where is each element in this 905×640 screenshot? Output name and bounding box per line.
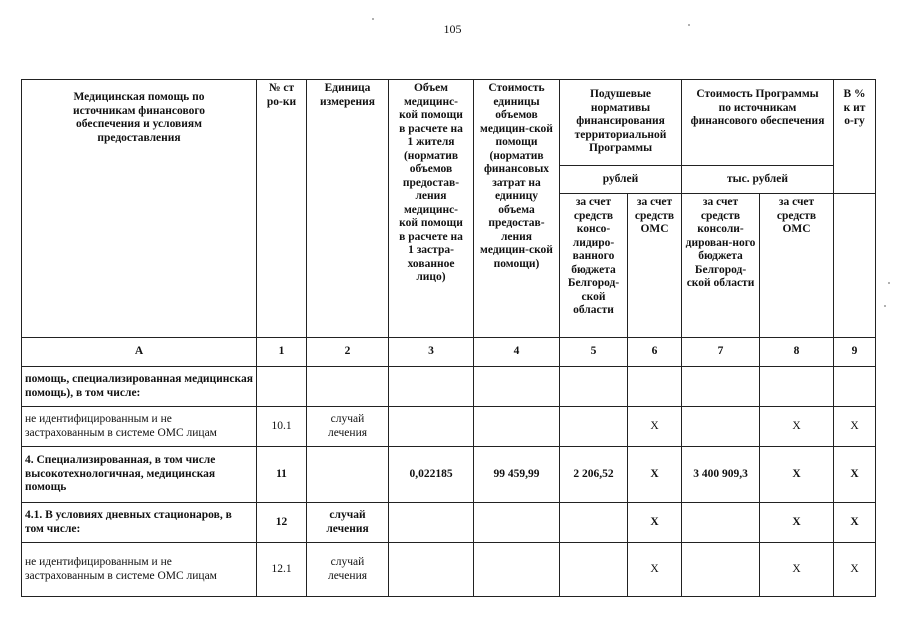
row-volume [389, 367, 474, 407]
row-percap-oms: X [628, 407, 682, 447]
row-unit: случай лечения [307, 543, 389, 597]
header-prog-oms [760, 194, 834, 338]
row-percap-budget [560, 407, 628, 447]
header-per-capita-group-text: Подушевые нормативы финансирования территориальной Программы [574, 88, 667, 154]
row-percent: X [834, 407, 876, 447]
row-name: 4. Специализированная, в том числе высокотехнологичная, медицинская помощь [22, 447, 257, 503]
colnum-4: 4 [474, 338, 560, 367]
row-percent [834, 367, 876, 407]
header-percap-oms [628, 194, 682, 338]
row-line: 10.1 [257, 407, 307, 447]
header-percap-budget [560, 194, 628, 338]
header-volume [389, 80, 474, 338]
header-unit-thousand [682, 166, 834, 194]
header-unit-cost-text: Стоимость единицы объемов медицин-ской помощи (норматив финансовых затрат на единицу объема предостав-ления медицин-ской помощи) [480, 82, 553, 270]
row-volume [389, 407, 474, 447]
header-unit-text: Единица измерения [320, 82, 375, 108]
colnum-5: 5 [560, 338, 628, 367]
table-row [22, 503, 876, 543]
header-program-cost-group-text: Стоимость Программы по источникам финансового обеспечения [690, 88, 825, 127]
row-prog-budget [682, 407, 760, 447]
row-percap-budget [560, 543, 628, 597]
row-percap-oms: X [628, 543, 682, 597]
row-unit-cost [474, 543, 560, 597]
row-unit-cost [474, 407, 560, 447]
row-line: 11 [257, 447, 307, 503]
row-prog-oms [760, 367, 834, 407]
header-source-text: Медицинская помощь по источникам финансового обеспечения и условиям предоставления [72, 91, 206, 144]
header-program-cost-group [682, 80, 834, 166]
row-prog-oms: X [760, 407, 834, 447]
row-prog-oms: X [760, 503, 834, 543]
table-body [22, 367, 876, 597]
row-unit-cost [474, 503, 560, 543]
header-per-capita-group [560, 80, 682, 166]
row-prog-budget: 3 400 909,3 [682, 447, 760, 503]
row-prog-oms: X [760, 447, 834, 503]
row-prog-budget [682, 503, 760, 543]
row-percent: X [834, 447, 876, 503]
scan-speck [888, 282, 890, 284]
colnum-3: 3 [389, 338, 474, 367]
header-unit-thousand-text: тыс. рублей [727, 172, 788, 185]
table-row [22, 447, 876, 503]
table-row [22, 407, 876, 447]
header-percent [834, 80, 876, 194]
header-prog-oms-text: за счет средств ОМС [776, 196, 817, 235]
header-line-no [257, 80, 307, 338]
header-unit-rubles [560, 166, 682, 194]
row-name: не идентифицированным и не застрахованным в системе ОМС лицам [22, 543, 257, 597]
row-unit [307, 447, 389, 503]
header-percap-oms-text: за счет средств ОМС [634, 196, 675, 235]
scan-speck [372, 18, 374, 20]
row-percap-oms: X [628, 447, 682, 503]
colnum-a: А [22, 338, 257, 367]
row-percap-oms [628, 367, 682, 407]
colnum-7: 7 [682, 338, 760, 367]
financing-table [21, 79, 876, 597]
page-number: 105 [443, 22, 462, 36]
row-unit: случай лечения [307, 503, 389, 543]
colnum-1: 1 [257, 338, 307, 367]
header-percent-text: В % к ито-гу [843, 88, 866, 127]
row-unit [307, 367, 389, 407]
row-name: не идентифицированным и не застрахованным в системе ОМС лицам [22, 407, 257, 447]
row-percap-budget [560, 367, 628, 407]
row-volume [389, 503, 474, 543]
header-percent-blank [834, 194, 876, 338]
row-percent: X [834, 543, 876, 597]
row-percent: X [834, 503, 876, 543]
colnum-8: 8 [760, 338, 834, 367]
header-source [22, 80, 257, 338]
scan-speck [688, 24, 690, 26]
table-row [22, 543, 876, 597]
colnum-6: 6 [628, 338, 682, 367]
row-unit-cost: 99 459,99 [474, 447, 560, 503]
row-unit-cost [474, 367, 560, 407]
row-percap-budget: 2 206,52 [560, 447, 628, 503]
header-unit [307, 80, 389, 338]
header-prog-budget [682, 194, 760, 338]
row-prog-oms: X [760, 543, 834, 597]
row-line: 12.1 [257, 543, 307, 597]
header-prog-budget-text: за счет средств консоли-дирован-ного бюджета Белгород-ской области [685, 196, 756, 289]
row-name: помощь, специализированная медицинская помощь), в том числе: [22, 367, 257, 407]
header-unit-rubles-text: рублей [602, 172, 639, 185]
row-percap-budget [560, 503, 628, 543]
header-line-no-text: № стро-ки [266, 82, 297, 108]
row-line: 12 [257, 503, 307, 543]
row-prog-budget [682, 543, 760, 597]
row-line [257, 367, 307, 407]
row-percap-oms: X [628, 503, 682, 543]
scan-speck [884, 305, 886, 307]
header-percap-budget-text: за счет средств консо-лидиро-ванного бюджета Белгород-ской области [567, 196, 620, 316]
colnum-2: 2 [307, 338, 389, 367]
row-volume [389, 543, 474, 597]
row-prog-budget [682, 367, 760, 407]
row-volume: 0,022185 [389, 447, 474, 503]
colnum-9: 9 [834, 338, 876, 367]
header-unit-cost [474, 80, 560, 338]
column-number-row [22, 338, 876, 367]
row-name: 4.1. В условиях дневных стационаров, в том числе: [22, 503, 257, 543]
table-row [22, 367, 876, 407]
header-volume-text: Объем медицинс-кой помощи в расчете на 1 жителя (норматив объемов предостав-ления медицинс-кой помощи в расчете на 1 застра-хованное лицо) [399, 82, 463, 283]
row-unit: случай лечения [307, 407, 389, 447]
